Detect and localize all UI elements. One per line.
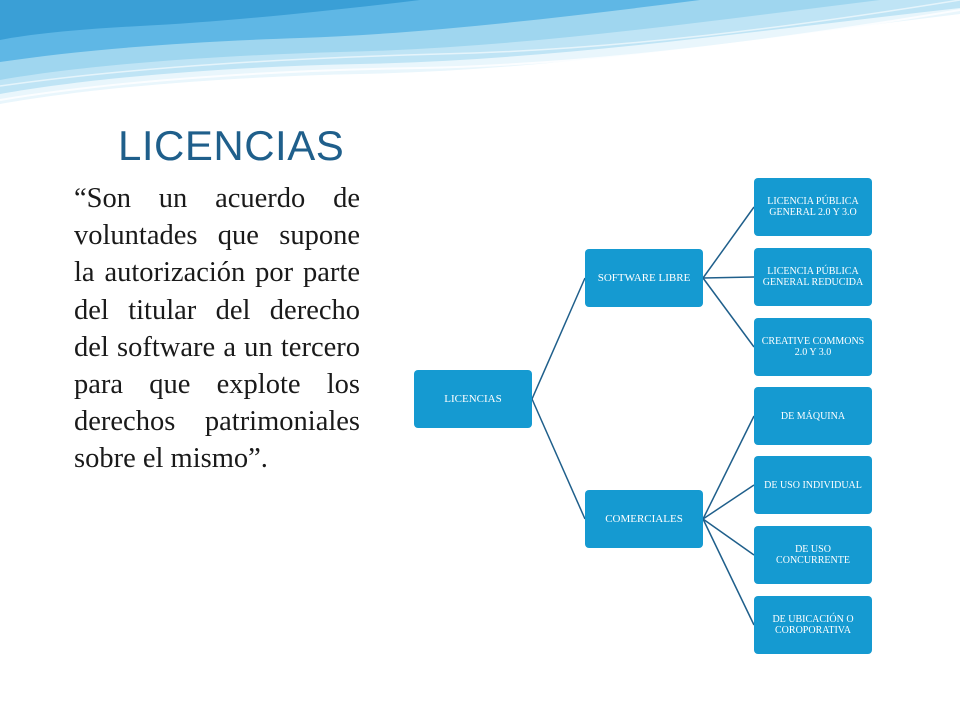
- node-comerciales: [585, 490, 703, 548]
- node-comerciales-label: COMERCIALES: [605, 513, 683, 525]
- node-de-ubicacion-corporativa-label: DE UBICACIÓN O COROPORATIVA: [772, 614, 854, 636]
- connector-sl-lgpl: [703, 277, 754, 278]
- definition-quote: “Son un acuerdo de voluntades que supone la autorización por parte del titular del derecho del software a un tercero para que explote los derechos patrimoniales sobre el mismo”.: [74, 183, 360, 475]
- connector-com-maquina: [703, 416, 754, 519]
- node-de-uso-concurrente: [754, 526, 872, 584]
- connector-com-ubicacion: [703, 519, 754, 625]
- node-creative-commons-label: CREATIVE COMMONS 2.0 Y 3.0: [761, 336, 865, 358]
- node-licencias: [414, 370, 532, 428]
- connector-sl-gpl: [703, 207, 754, 278]
- node-de-uso-individual-label: DE USO INDIVIDUAL: [764, 479, 862, 491]
- node-licencia-publica-general-label: LICENCIA PÚBLICA GENERAL 2.0 Y 3.O: [767, 196, 859, 218]
- node-licencia-publica-general-reducida: [754, 248, 872, 306]
- node-software-libre: [585, 249, 703, 307]
- node-licencia-publica-general: [754, 178, 872, 236]
- node-licencias-label: LICENCIAS: [444, 393, 502, 405]
- node-de-maquina: [754, 387, 872, 445]
- node-de-ubicacion-corporativa: [754, 596, 872, 654]
- connector-sl-cc: [703, 278, 754, 347]
- node-de-maquina-label: DE MÁQUINA: [780, 410, 846, 422]
- connector-root-comerciales: [532, 399, 585, 519]
- connector-com-concurrente: [703, 519, 754, 555]
- node-creative-commons: [754, 318, 872, 376]
- connector-root-software-libre: [532, 278, 585, 399]
- node-de-uso-concurrente-label: DE USO CONCURRENTE: [776, 544, 850, 566]
- node-software-libre-label: SOFTWARE LIBRE: [597, 272, 691, 284]
- node-de-uso-individual: [754, 456, 872, 514]
- node-licencia-publica-general-reducida-label: LICENCIA PÚBLICA GENERAL REDUCIDA: [762, 266, 864, 288]
- slide-title: LICENCIAS: [118, 122, 345, 169]
